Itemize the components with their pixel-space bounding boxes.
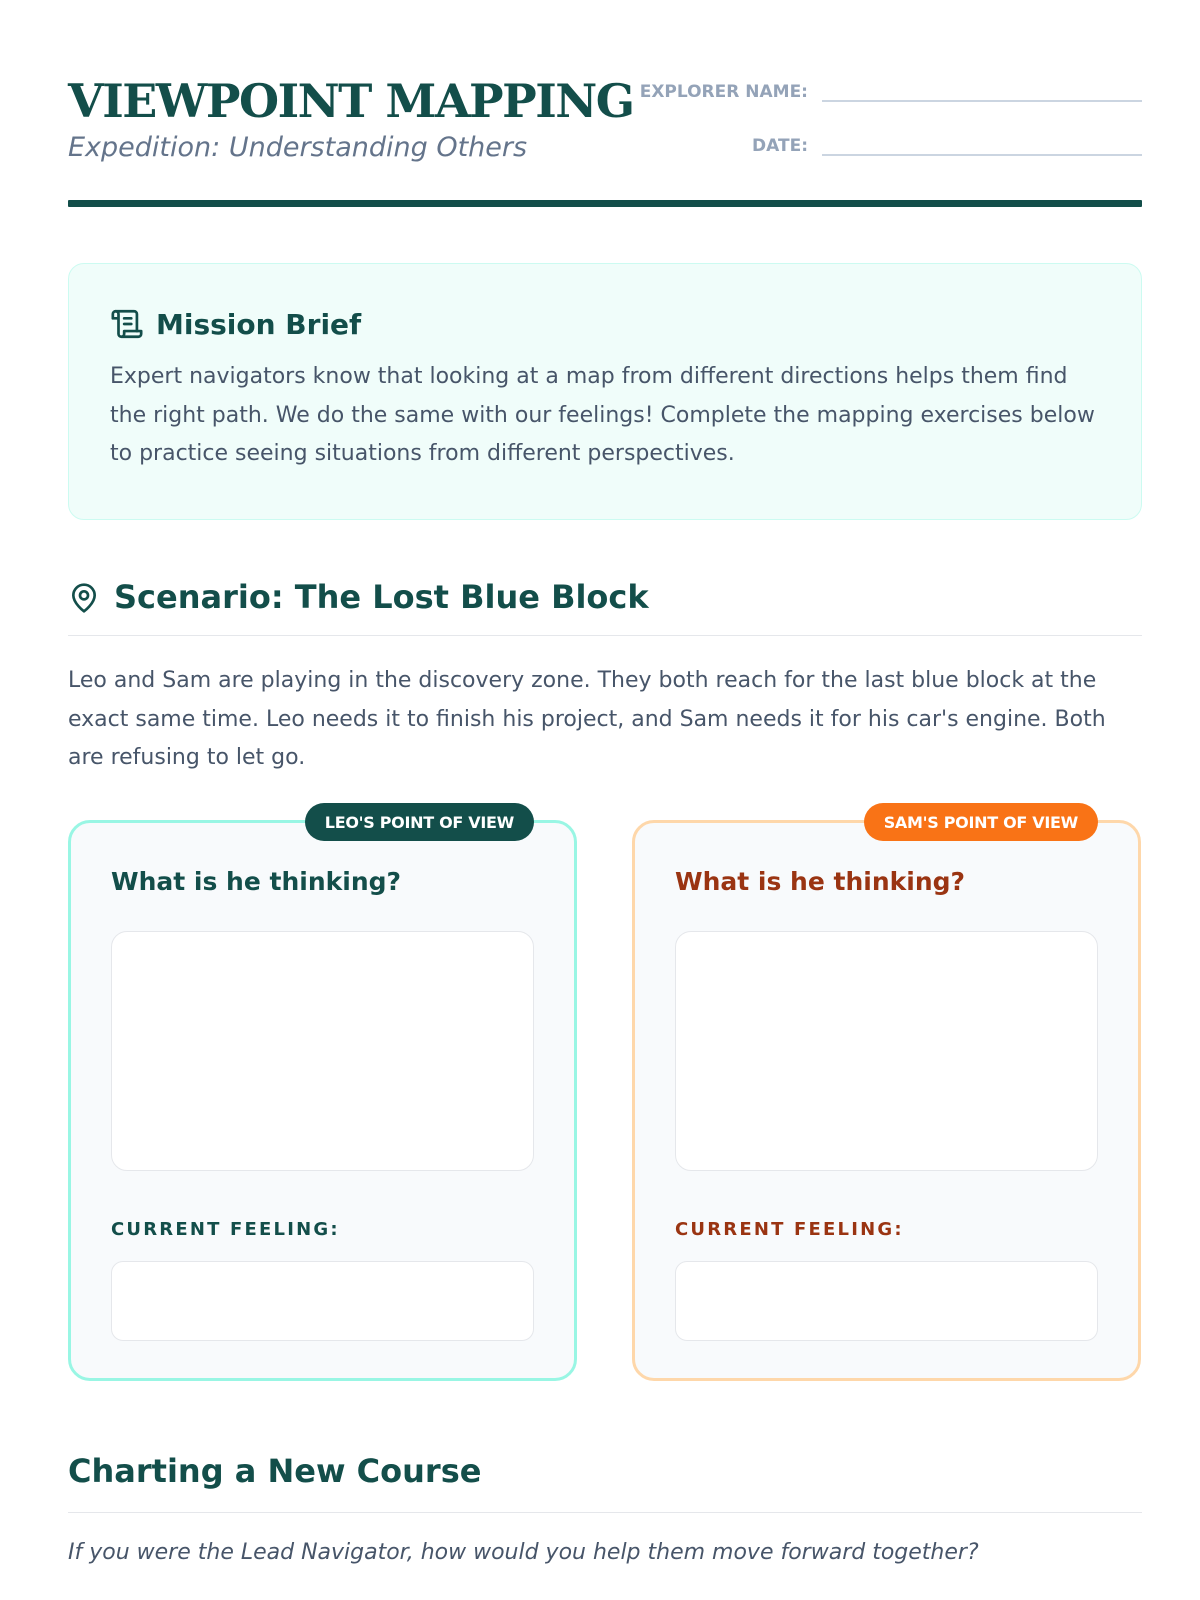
page-title: VIEWPOINT MAPPING bbox=[68, 74, 634, 128]
mission-brief-title: Mission Brief bbox=[156, 307, 362, 341]
sam-feeling-label: CURRENT FEELING: bbox=[675, 1219, 904, 1240]
sam-feeling-answer-box[interactable] bbox=[675, 1261, 1098, 1341]
map-pin-icon bbox=[68, 581, 100, 615]
date-row bbox=[622, 128, 1142, 156]
page-subtitle: Expedition: Understanding Others bbox=[68, 132, 528, 163]
scenario-text: Leo and Sam are playing in the discovery zone. They both reach for the last blue block at the exact same time. Leo needs it to finish his project, and Sam needs it for his car's engine. Both are refusing to let go. bbox=[68, 668, 1106, 770]
sam-thinking-question: What is he thinking? bbox=[675, 867, 966, 896]
mission-brief-box bbox=[68, 263, 1142, 520]
scroll-icon bbox=[110, 307, 144, 341]
leo-pov-badge: LEO'S POINT OF VIEW bbox=[305, 803, 534, 841]
explorer-name-label: EXPLORER NAME: bbox=[639, 82, 808, 102]
sam-pov-card bbox=[632, 812, 1141, 1381]
leo-thinking-question: What is he thinking? bbox=[111, 867, 402, 896]
header-divider bbox=[68, 200, 1142, 207]
explorer-name-field[interactable] bbox=[822, 74, 1142, 102]
new-course-header bbox=[68, 1452, 1142, 1513]
sam-pov-badge: SAM'S POINT OF VIEW bbox=[864, 803, 1098, 841]
new-course-prompt: If you were the Lead Navigator, how would you help them move forward together? bbox=[68, 1540, 979, 1565]
date-field[interactable] bbox=[822, 128, 1142, 156]
worksheet-header bbox=[68, 66, 1142, 208]
leo-feeling-label: CURRENT FEELING: bbox=[111, 1219, 340, 1240]
explorer-name-row bbox=[622, 74, 1142, 102]
mission-brief-text: Expert navigators know that looking at a map from different directions helps them find the right path. We do the same with our feelings! Complete the mapping exercises below to practice seeing situations from different perspectives. bbox=[110, 364, 1095, 466]
leo-feeling-answer-box[interactable] bbox=[111, 1261, 534, 1341]
new-course-title: Charting a New Course bbox=[68, 1452, 482, 1490]
mission-brief-header bbox=[110, 304, 1101, 344]
scenario-header bbox=[68, 578, 1142, 636]
leo-pov-card bbox=[68, 812, 577, 1381]
scenario-title: Scenario: The Lost Blue Block bbox=[114, 578, 649, 616]
leo-thinking-answer-box[interactable] bbox=[111, 931, 534, 1171]
date-label: DATE: bbox=[752, 136, 808, 156]
sam-thinking-answer-box[interactable] bbox=[675, 931, 1098, 1171]
